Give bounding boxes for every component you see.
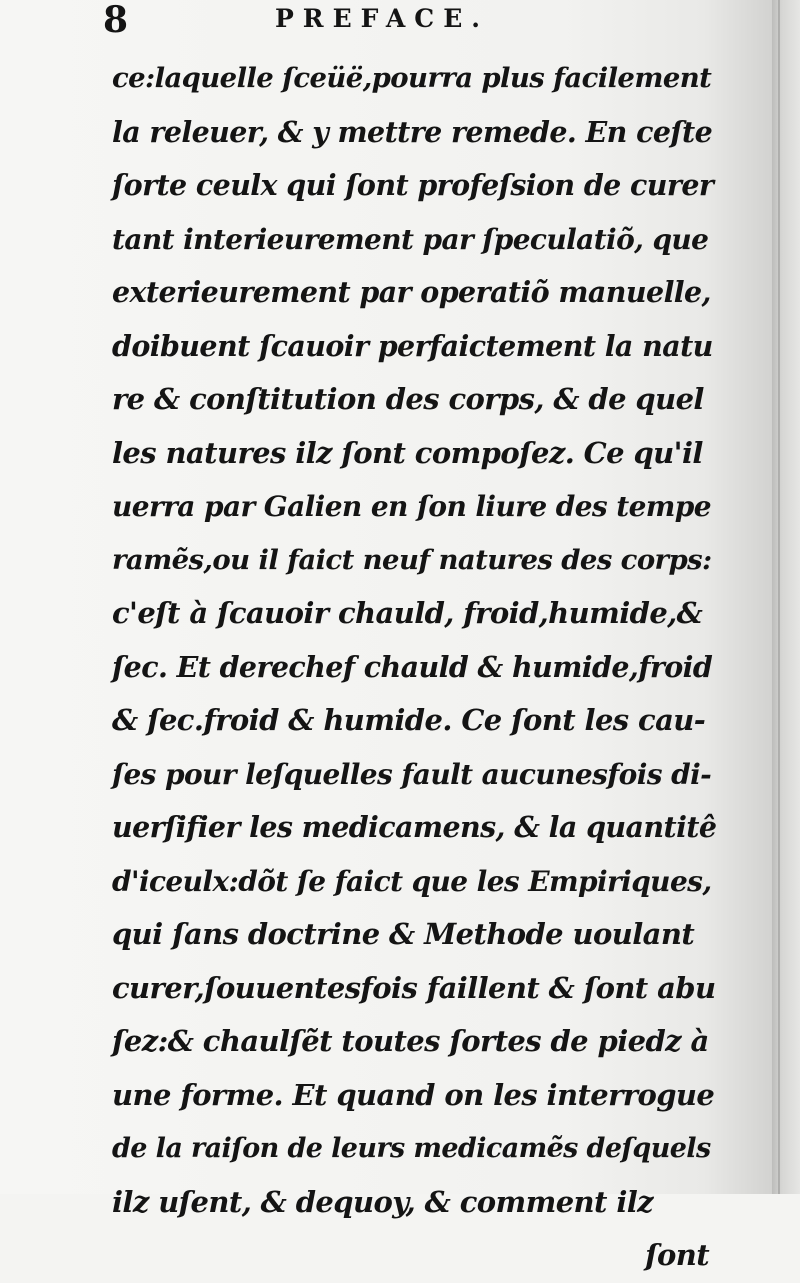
text-line: & ſec.froid & humide. Ce ſont les cau- bbox=[112, 703, 706, 737]
page-gutter bbox=[772, 0, 800, 1194]
text-line: uerſifier les medicamens, & la quantitê bbox=[112, 810, 717, 844]
text-line: ſes pour leſquelles fault aucunesfois di- bbox=[112, 757, 712, 791]
text-line: exterieurement par operatiõ manuelle, bbox=[112, 275, 711, 309]
text-line: uerra par Galien en ſon liure des tempe bbox=[112, 490, 711, 523]
text-line: ce:laquelle ſceüë,pourra plus facilement bbox=[112, 62, 712, 94]
text-line: de la raiſon de leurs medicamẽs deſquels bbox=[112, 1133, 711, 1164]
text-line: re & conſtitution des corps, & de quel bbox=[112, 382, 704, 416]
text-line: ſez:& chaulſẽt toutes ſortes de piedz à bbox=[112, 1024, 709, 1058]
text-line: ilz uſent, & dequoy, & comment ilz bbox=[112, 1184, 654, 1219]
text-line: curer,ſouuentesfois faillent & ſont abu bbox=[112, 970, 716, 1005]
text-line: c'eſt à ſcauoir chauld, froid,humide,& bbox=[112, 596, 703, 630]
text-line: ramẽs,ou il faict neuf natures des corps: bbox=[112, 543, 712, 576]
text-line: les natures ilz ſont compoſez. Ce qu'il bbox=[112, 435, 703, 470]
text-line: ſorte ceulx qui ſont profeſsion de curer bbox=[112, 168, 714, 202]
binding-edge bbox=[778, 0, 780, 1194]
text-line: la releuer, & y mettre remede. En ceſte bbox=[112, 114, 713, 149]
page-number: 8 bbox=[103, 0, 129, 41]
text-line: ſec. Et derechef chauld & humide,froid bbox=[112, 649, 713, 684]
text-line: tant interieurement par ſpeculatiõ, que bbox=[112, 222, 709, 256]
text-line: une forme. Et quand on les interrogue bbox=[112, 1077, 715, 1112]
text-line: doibuent ſcauoir perfaictement la natu bbox=[112, 328, 713, 363]
text-line: d'iceulx:dõt ſe faict que les Empiriques, bbox=[112, 864, 712, 898]
catchword: ſont bbox=[645, 1238, 709, 1272]
body-text bbox=[112, 52, 717, 1283]
text-line: qui ſans doctrine & Methode uoulant bbox=[112, 917, 695, 951]
running-head: PREFACE. bbox=[275, 4, 489, 33]
